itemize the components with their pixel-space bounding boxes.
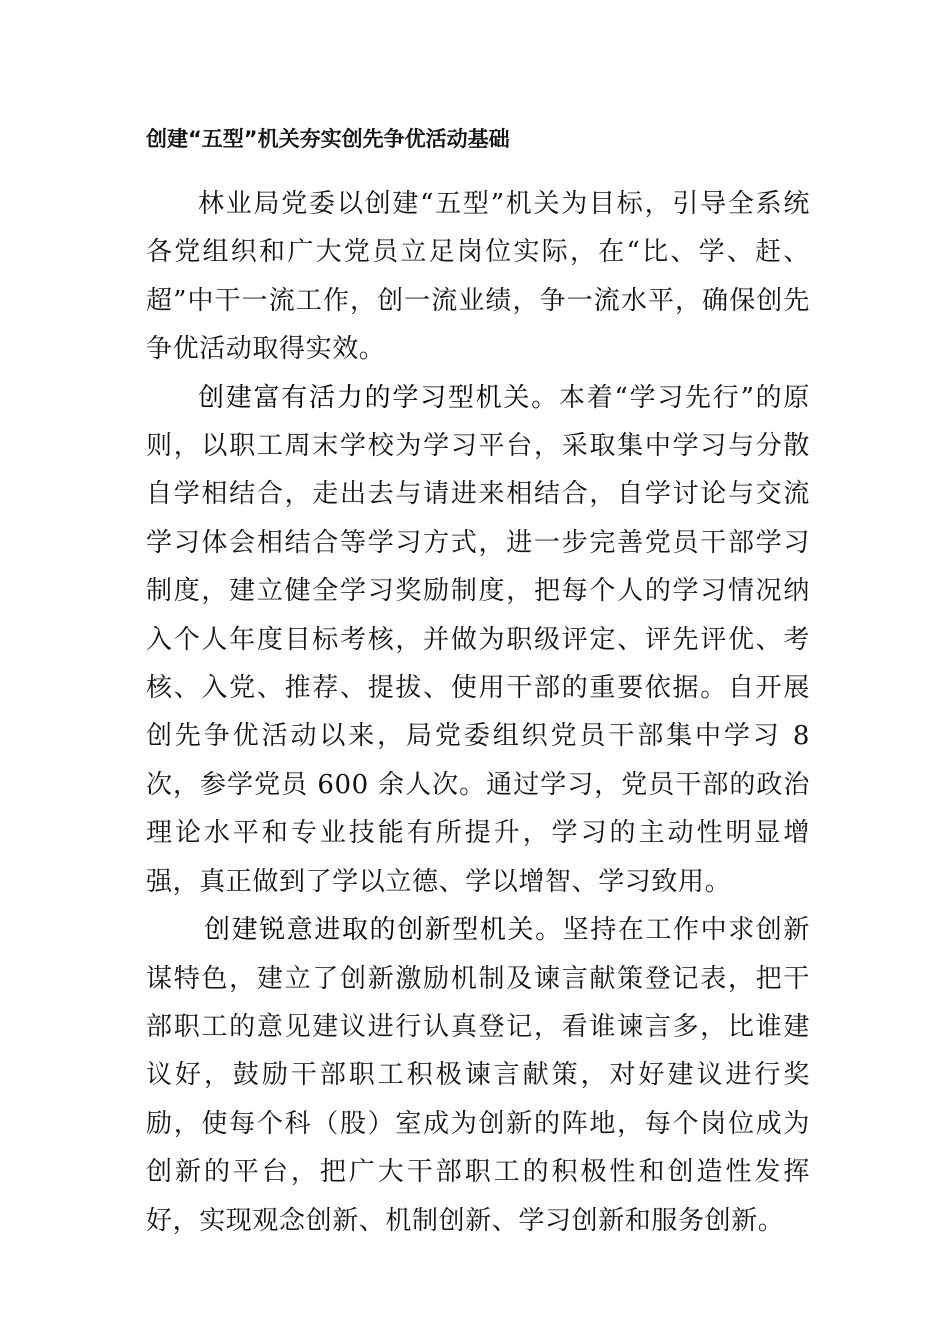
paragraph-text: 坚持在工作中求创新谋特色，建立了创新激励机制及谏言献策登记表，把干部职工的意见建议进行认真登记，看谁谏言多，比谁建议好，鼓励干部职工积极谏言献策，对好建议进行奖励，使每个科（股）室成为创新的阵地，每个岗位成为创新的平台，把广大干部职工的积极性和创造性发挥好，实现观念创新、机制创新、学习创新和服务创新。 [146, 915, 810, 1236]
paragraph-learning-organ [146, 374, 810, 906]
paragraph-intro [146, 180, 810, 374]
paragraph-lead: 创建富有活力的学习型机关。 [198, 382, 559, 413]
document-title: 创建“五型”机关夯实创先争优活动基础 [146, 127, 510, 151]
paragraph-text: 林业局党委以创建“五型”机关为目标，引导全系统各党组织和广大党员立足岗位实际，在“比、学、赶、超”中干一流工作，创一流业绩，争一流水平，确保创先争优活动取得实效。 [146, 189, 810, 365]
paragraph-lead: 创建锐意进取的创新型机关。 [204, 915, 563, 946]
paragraph-innovation-organ [146, 906, 810, 1245]
document-body [146, 180, 810, 1245]
paragraph-text: 本着“学习先行”的原则，以职工周末学校为学习平台，采取集中学习与分散自学相结合，走出去与请进来相结合，自学讨论与交流学习体会相结合等学习方式，进一步完善党员干部学习制度，建立健全学习奖励制度，把每个人的学习情况纳入个人年度目标考核，并做为职级评定、评先评优、考核、入党、推荐、提拔、使用干部的重要依据。自开展创先争优活动以来，局党委组织党员干部集中学习 8 次，参学党员 600 余人次。通过学习，党员干部的政治理论水平和专业技能有所提升，学习的主动性明显增强，真正做到了学以立德、学以增智、学习致用。 [146, 382, 810, 897]
